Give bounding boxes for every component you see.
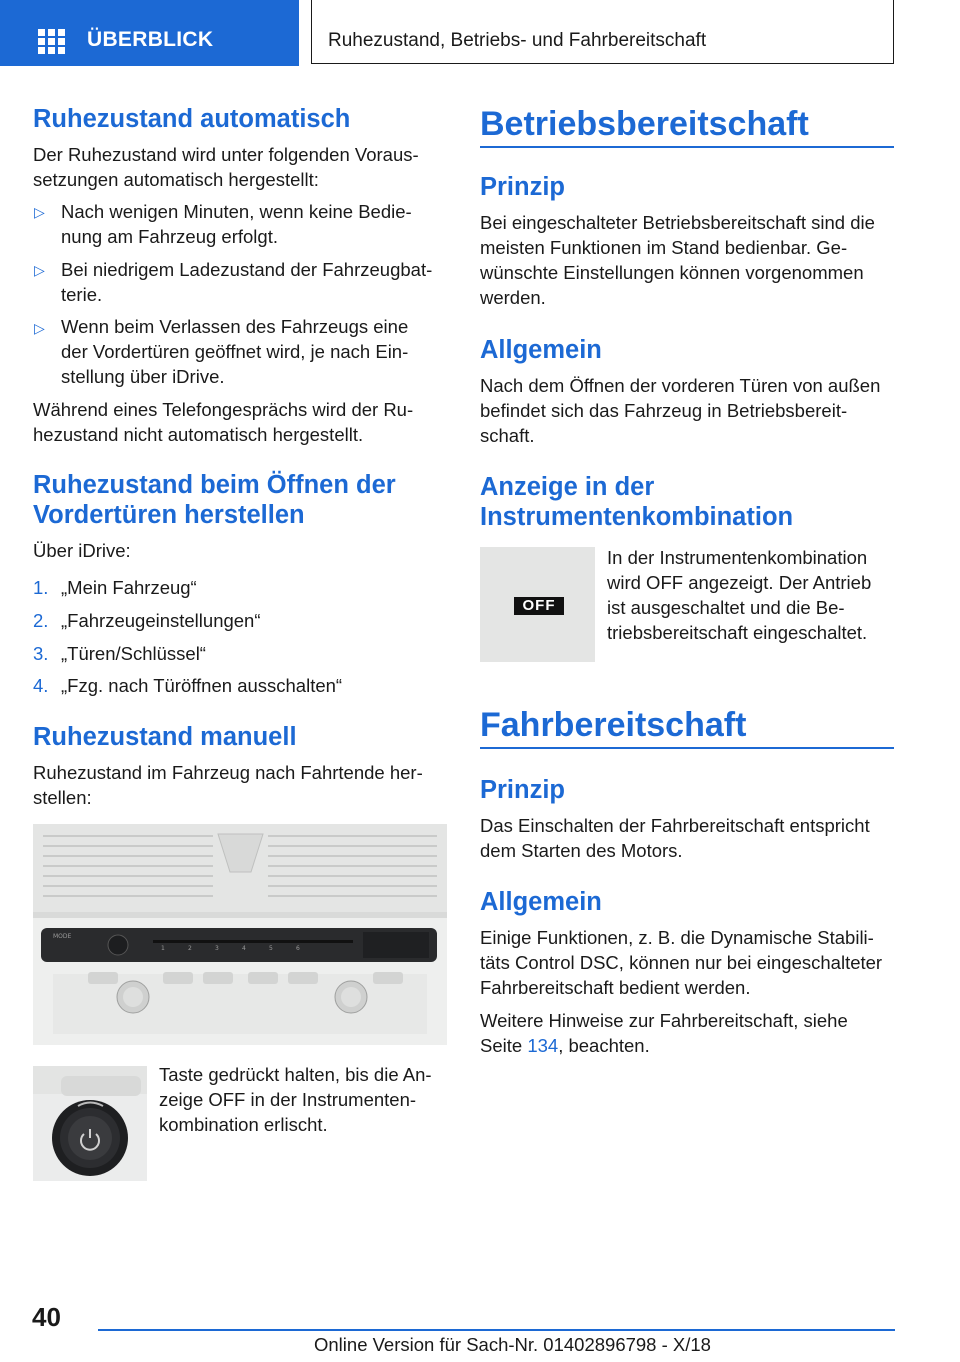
console-preset-digit: 4 — [242, 945, 246, 952]
step-number: 1. — [33, 577, 49, 598]
paragraph-line: werden. — [480, 287, 546, 308]
chapter-title-operating: Betriebsbereitschaft — [480, 105, 809, 143]
page-number: 40 — [32, 1302, 61, 1332]
breadcrumb-text: Ruhezustand, Betriebs- und Fahrbereitschaft — [328, 30, 707, 51]
paragraph-line: hezustand nicht automatisch hergestellt. — [33, 424, 364, 445]
bullet-text: Wenn beim Verlassen des Fahrzeugs eine — [61, 316, 409, 337]
paragraph-line: meisten Funktionen im Stand bedienbar. Ge- — [480, 237, 848, 258]
chapter-title-drive: Fahrbereitschaft — [480, 706, 747, 744]
paragraph-line: dem Starten des Motors. — [480, 840, 683, 861]
subtitle-display-2: Instrumentenkombination — [480, 503, 794, 531]
bullet-text: der Vordertüren geöffnet wird, je nach Ein- — [61, 341, 409, 362]
bullet-text: Bei niedrigem Ladezustand der Fahrzeugbat- — [61, 259, 433, 280]
step-text: „Fzg. nach Türöffnen ausschalten“ — [61, 675, 343, 696]
step-text: „Türen/Schlüssel“ — [61, 643, 206, 664]
center-console-image — [33, 824, 447, 1045]
grid-icon — [38, 29, 66, 53]
bullet-text: stellung über iDrive. — [61, 366, 225, 387]
paragraph-line: täts Control DSC, können nur bei eingeschalteter — [480, 952, 883, 973]
console-preset-digit: 1 — [161, 945, 165, 952]
console-preset-digit: 3 — [215, 945, 219, 952]
title-rule — [480, 747, 894, 749]
console-mode-label: MODE — [53, 933, 72, 940]
center-console-drawing — [33, 824, 447, 1045]
paragraph-line: Über iDrive: — [33, 540, 131, 561]
paragraph-line: Ruhezustand im Fahrzeug nach Fahrtende her- — [33, 762, 423, 783]
caption-line: zeige OFF in der Instrumenten- — [159, 1089, 417, 1110]
paragraph-line: Während eines Telefongesprächs wird der Ru- — [33, 399, 414, 420]
footer-online-version: Online Version für Sach-Nr. 01402896798 - X/18 — [314, 1334, 711, 1355]
title-rule — [480, 146, 894, 148]
section-title-doors: Ruhezustand beim Öffnen der — [33, 471, 396, 499]
page-reference-link[interactable]: 134 — [527, 1035, 559, 1056]
paragraph-line: Der Ruhezustand wird unter folgenden Voraus- — [33, 144, 419, 165]
caption-line: kombination erlischt. — [159, 1114, 328, 1135]
subtitle-principle: Prinzip — [480, 173, 566, 201]
section-title-doors-2: Vordertüren herstellen — [33, 501, 305, 529]
caption-line: wird OFF angezeigt. Der Antrieb — [607, 572, 872, 593]
paragraph-line: Das Einschalten der Fahrbereitschaft entspricht — [480, 815, 870, 836]
off-display-image — [480, 547, 595, 662]
reference-prefix: Seite — [480, 1035, 528, 1056]
triangle-right-icon: ▷ — [34, 204, 45, 220]
section-title-manual: Ruhezustand manuell — [33, 723, 297, 751]
subtitle-principle-2: Prinzip — [480, 776, 566, 804]
reference-suffix: , beachten. — [558, 1035, 650, 1056]
paragraph-line: setzungen automatisch hergestellt: — [33, 169, 319, 190]
paragraph-line: stellen: — [33, 787, 92, 808]
console-preset-digit: 6 — [296, 945, 300, 952]
caption-line: In der Instrumentenkombination — [607, 547, 868, 568]
step-text: „Mein Fahrzeug“ — [61, 577, 197, 598]
section-title-auto-sleep: Ruhezustand automatisch — [33, 105, 351, 133]
off-indicator: OFF — [514, 597, 564, 615]
bullet-text: Nach wenigen Minuten, wenn keine Bedie- — [61, 201, 412, 222]
paragraph-line: Fahrbereitschaft bedient werden. — [480, 977, 751, 998]
paragraph-line: befindet sich das Fahrzeug in Betriebsbereit- — [480, 400, 848, 421]
caption-line: ist ausgeschaltet und die Be- — [607, 597, 845, 618]
bullet-text: nung am Fahrzeug erfolgt. — [61, 226, 278, 247]
paragraph-line: Bei eingeschalteter Betriebsbereitschaft sind die — [480, 212, 875, 233]
header-tab-overview[interactable] — [0, 0, 299, 66]
step-number: 3. — [33, 643, 49, 664]
caption-line: Taste gedrückt halten, bis die An- — [159, 1064, 432, 1085]
step-number: 2. — [33, 610, 49, 631]
footer-rule — [98, 1329, 895, 1331]
triangle-right-icon: ▷ — [34, 320, 45, 336]
triangle-right-icon: ▷ — [34, 262, 45, 278]
bullet-text: terie. — [61, 284, 103, 305]
breadcrumb — [311, 0, 894, 64]
step-number: 4. — [33, 675, 49, 696]
console-preset-digit: 5 — [269, 945, 273, 952]
step-text: „Fahrzeugeinstellungen“ — [61, 610, 261, 631]
paragraph-line: Nach dem Öffnen der vorderen Türen von außen — [480, 375, 881, 396]
paragraph-line: Einige Funktionen, z. B. die Dynamische Stabili- — [480, 927, 874, 948]
paragraph-line: schaft. — [480, 425, 535, 446]
paragraph-line: wünschte Einstellungen können vorgenommen — [480, 262, 864, 283]
header-tab-label: ÜBERBLICK — [87, 28, 214, 51]
subtitle-general-2: Allgemein — [480, 888, 602, 916]
subtitle-display: Anzeige in der — [480, 473, 655, 501]
paragraph-line: Weitere Hinweise zur Fahrbereitschaft, siehe — [480, 1010, 848, 1031]
power-button-drawing — [33, 1066, 147, 1181]
reference-line — [480, 1033, 650, 1058]
power-button-image — [33, 1066, 147, 1181]
caption-line: triebsbereitschaft eingeschaltet. — [607, 622, 868, 643]
subtitle-general: Allgemein — [480, 336, 602, 364]
console-preset-digit: 2 — [188, 945, 192, 952]
